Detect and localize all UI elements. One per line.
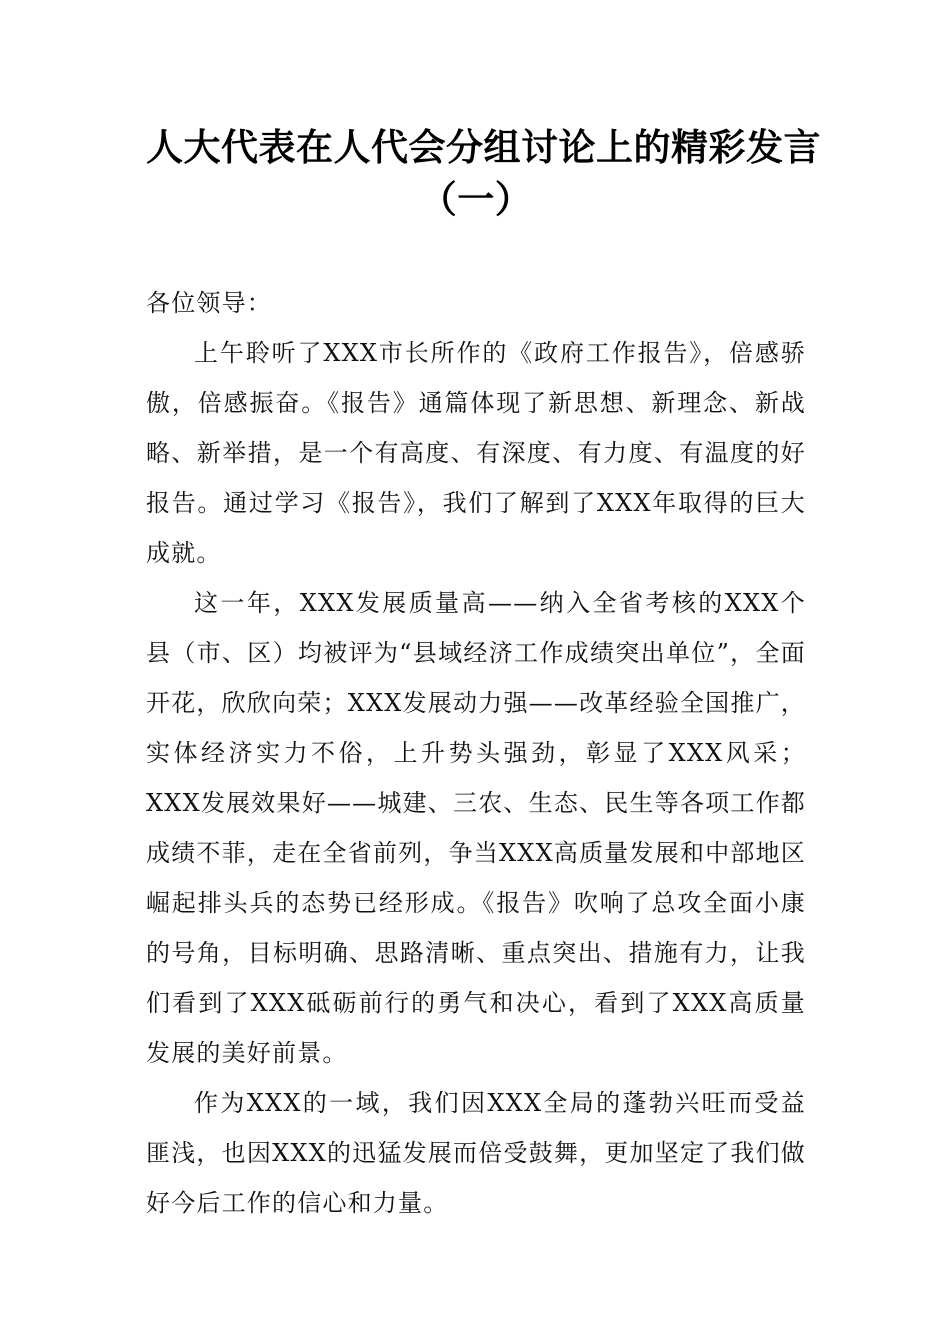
salutation: 各位领导： <box>146 289 272 317</box>
document-page <box>146 122 821 1228</box>
paragraph-3: 作为XXX的一域，我们因XXX全局的蓬勃兴旺而受益匪浅，也因XXX的迅猛发展而倍受鼓舞，更加坚定了我们做好今后工作的信心和力量。 <box>146 1089 806 1217</box>
paragraph-2: 这一年，XXX发展质量高——纳入全省考核的XXX个县（市、区）均被评为“县域经济工作成绩突出单位”，全面开花，欣欣向荣；XXX发展动力强——改革经验全国推广，实体经济实力不俗，上升势头强劲，彰显了XXX风采；XXX发展效果好——城建、三农、生态、民生等各项工作都成绩不菲，走在全省前列，争当XXX高质量发展和中部地区崛起排头兵的态势已经形成。《报告》吹响了总攻全面小康的号角，目标明确、思路清晰、重点突出、措施有力，让我们看到了XXX砥砺前行的勇气和决心，看到了XXX高质量发展的美好前景。 <box>146 589 806 1067</box>
paragraph-1: 上午聆听了XXX市长所作的《政府工作报告》，倍感骄傲，倍感振奋。《报告》通篇体现了新思想、新理念、新战略、新举措，是一个有高度、有深度、有力度、有温度的好报告。通过学习《报告》，我们了解到了XXX年取得的巨大成就。 <box>146 339 806 567</box>
title-line-2: （一） <box>419 178 533 221</box>
document-title <box>146 122 821 226</box>
title-line-1: 人大代表在人代会分组讨论上的精彩发言 <box>146 126 821 169</box>
document-body <box>146 278 806 1228</box>
